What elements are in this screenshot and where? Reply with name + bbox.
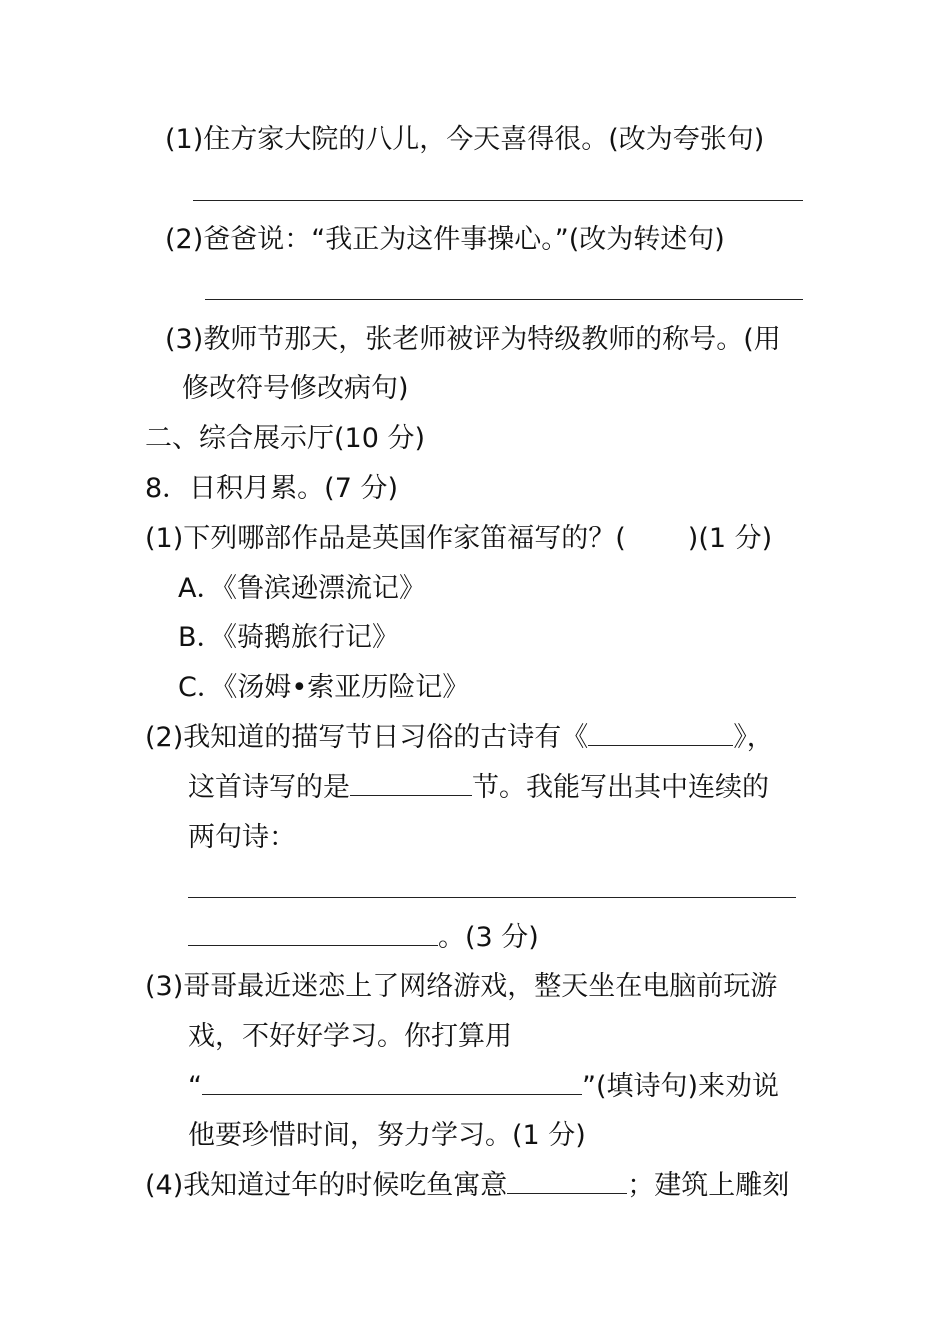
q8-p2-poem-title-blank[interactable]	[588, 719, 733, 746]
q8-p2-text-e: 两句诗：	[188, 822, 296, 853]
q8-p2-text-f: 。(3 分)	[438, 922, 539, 953]
q8-p2-text-d: 节。我能写出其中连续的	[472, 772, 769, 803]
q8-p2-text-a: (2)我知道的描写节日习俗的古诗有《	[145, 722, 589, 753]
q8-p2-text-c: 这首诗写的是	[188, 772, 350, 803]
q8-title: 8．日积月累。(7 分)	[145, 473, 399, 504]
q8-p3-text-e: 他要珍惜时间，努力学习。(1 分)	[188, 1120, 586, 1151]
q8-p2-line-2	[188, 768, 769, 808]
q8-p4-line-1	[145, 1166, 789, 1206]
q8-p1-stem-b: )(1 分)	[687, 523, 773, 554]
q8-p3-poem-blank[interactable]	[202, 1068, 582, 1095]
q8-p4-text-a: (4)我知道过年的时候吃鱼寓意	[145, 1170, 508, 1201]
q8-p2-verse-line-1[interactable]	[188, 897, 796, 898]
q8-p3-text-c: “	[188, 1071, 202, 1102]
q7-sentence-3b: 修改符号修改病句)	[182, 373, 409, 404]
q8-p1-stem-a: (1)下列哪部作品是英国作家笛福写的？(	[145, 523, 626, 554]
q8-p4-meaning-blank[interactable]	[507, 1167, 627, 1194]
q8-p1-option-c: C．《汤姆•索亚历险记》	[178, 672, 470, 703]
q8-p3-text-a: (3)哥哥最近迷恋上了网络游戏，整天坐在电脑前玩游	[145, 971, 778, 1002]
q8-p1-stem	[145, 519, 772, 559]
q8-p3-line-3	[188, 1067, 779, 1107]
q8-p2-line-1	[145, 718, 774, 758]
q7-answer-line-2[interactable]	[205, 299, 803, 300]
q8-p1-option-b: B．《骑鹅旅行记》	[178, 622, 400, 653]
q7-answer-line-1[interactable]	[193, 200, 803, 201]
q8-p3-text-b: 戏，不好好学习。你打算用	[188, 1021, 512, 1052]
q7-sentence-1: (1)住方家大院的八儿，今天喜得很。(改为夸张句)	[165, 124, 765, 155]
section-heading: 二、综合展示厅(10 分)	[145, 423, 426, 454]
q8-p2-festival-blank[interactable]	[350, 769, 472, 796]
q8-p1-option-a: A．《鲁滨逊漂流记》	[178, 573, 426, 604]
q8-p3-text-d: ”(填诗句)来劝说	[582, 1071, 780, 1102]
q8-p4-text-b: ；建筑上雕刻	[627, 1170, 790, 1201]
q8-p2-verse-line-2[interactable]	[188, 919, 438, 946]
q7-sentence-3a: (3)教师节那天，张老师被评为特级教师的称号。(用	[165, 324, 781, 355]
q7-sentence-2: (2)爸爸说：“我正为这件事操心。”(改为转述句)	[165, 224, 725, 255]
q8-p2-text-b: 》，	[733, 722, 774, 753]
q8-p2-line-5	[188, 918, 539, 958]
